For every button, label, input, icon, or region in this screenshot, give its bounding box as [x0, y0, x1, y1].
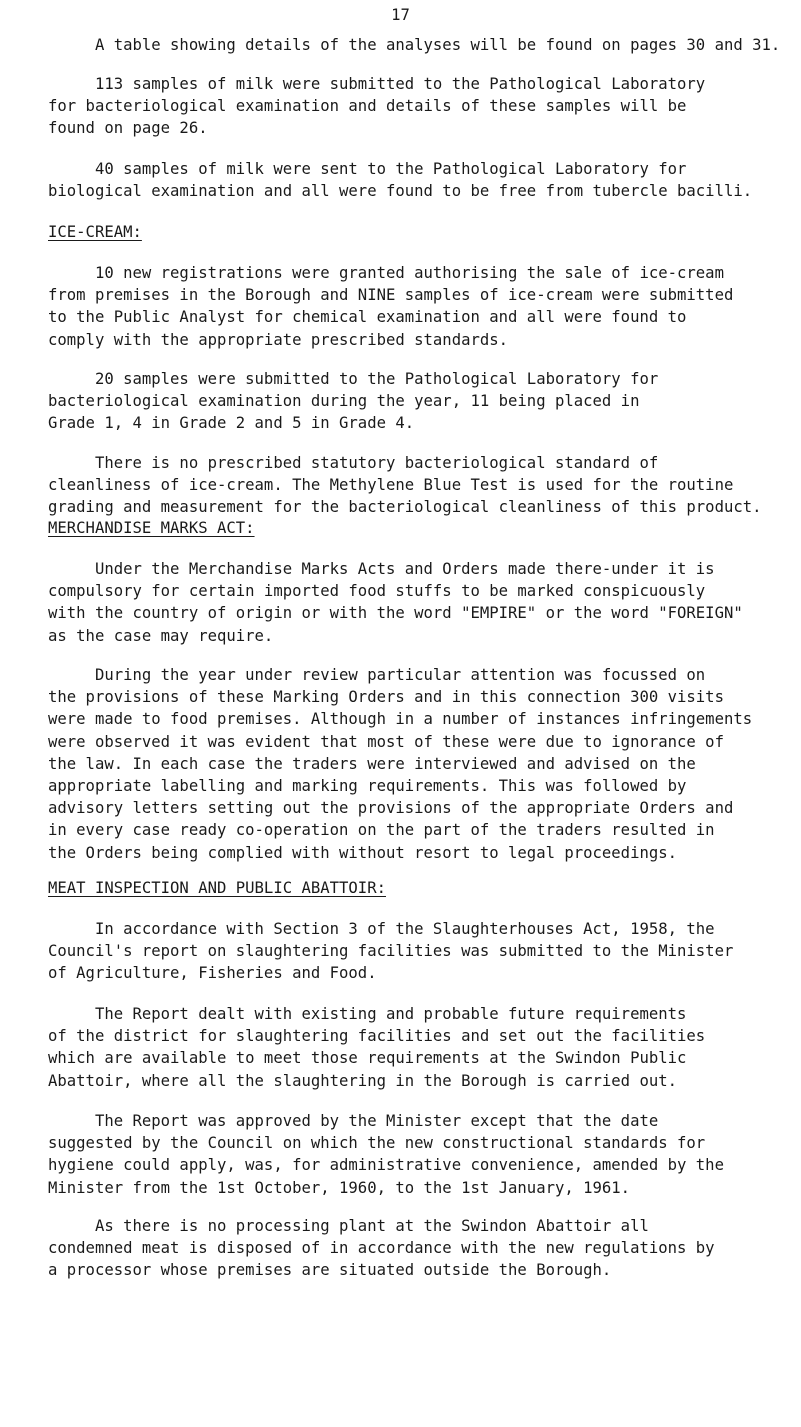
page-number: 17 [391, 6, 410, 24]
paragraph-analyses-table: A table showing details of the analyses will be found on pages 30 and 31. [48, 36, 781, 54]
paragraph-report-approved: The Report was approved by the Minister except that the date suggested by the Council on which the new constructional standards for hygiene could apply, was, for administrative convenience, amended by the Minister from the 1st October, 1960, to the 1st January, 1961. [48, 1112, 724, 1197]
heading-ice-cream: ICE-CREAM: [48, 223, 142, 241]
paragraph-ice-cream-registrations: 10 new registrations were granted authorising the sale of ice-cream from premises in the Borough and NINE samples of ice-cream were submitted to the Public Analyst for chemical examination and all were found to comply with the appropriate prescribed standards. [48, 264, 734, 349]
paragraph-merchandise-compulsory: Under the Merchandise Marks Acts and Orders made there-under it is compulsory for certain imported food stuffs to be marked conspicuously with the country of origin or with the word "EMPIRE" or the word "FOREIGN" as the case may require. [48, 560, 743, 645]
paragraph-ice-cream-grades: 20 samples were submitted to the Pathological Laboratory for bacteriological examination during the year, 11 being placed in Grade 1, 4 in Grade 2 and 5 in Grade 4. [48, 370, 659, 433]
heading-merchandise-marks: MERCHANDISE MARKS ACT: [48, 519, 255, 537]
paragraph-milk-biological: 40 samples of milk were sent to the Pathological Laboratory for biological examination and all were found to be free from tubercle bacilli. [48, 160, 753, 201]
paragraph-report-requirements: The Report dealt with existing and probable future requirements of the district for slaughtering facilities and set out the facilities which are available to meet those requirements at the Swindon Public Abattoir, where all the slaughtering in the Borough is carried out. [48, 1005, 706, 1090]
paragraph-ice-cream-standard: There is no prescribed statutory bacteriological standard of cleanliness of ice-cream. The Methylene Blue Test is used for the routine grading and measurement for the bacteriological cleanliness of this product. [48, 454, 762, 517]
paragraph-condemned-meat: As there is no processing plant at the Swindon Abattoir all condemned meat is disposed of in accordance with the new regulations by a processor whose premises are situated outside the Borough. [48, 1217, 715, 1280]
paragraph-slaughterhouses-act: In accordance with Section 3 of the Slaughterhouses Act, 1958, the Council's report on slaughtering facilities was submitted to the Minister of Agriculture, Fisheries and Food. [48, 920, 734, 983]
paragraph-merchandise-visits: During the year under review particular attention was focussed on the provisions of these Marking Orders and in this connection 300 visits were made to food premises. Although in a number of instances infringements were observed it was evident that most of these were due to ignorance of the law. In each case the traders were interviewed and advised on the appropriate labelling and marking requirements. This was followed by advisory letters setting out the provisions of the appropriate Orders and in every case ready co-operation on the part of the traders resulted in the Orders being complied with without resort to legal proceedings. [48, 666, 753, 862]
paragraph-milk-bacteriological: 113 samples of milk were submitted to the Pathological Laboratory for bacteriological examination and details of these samples will be found on page 26. [48, 75, 706, 138]
heading-meat-inspection: MEAT INSPECTION AND PUBLIC ABATTOIR: [48, 879, 386, 897]
